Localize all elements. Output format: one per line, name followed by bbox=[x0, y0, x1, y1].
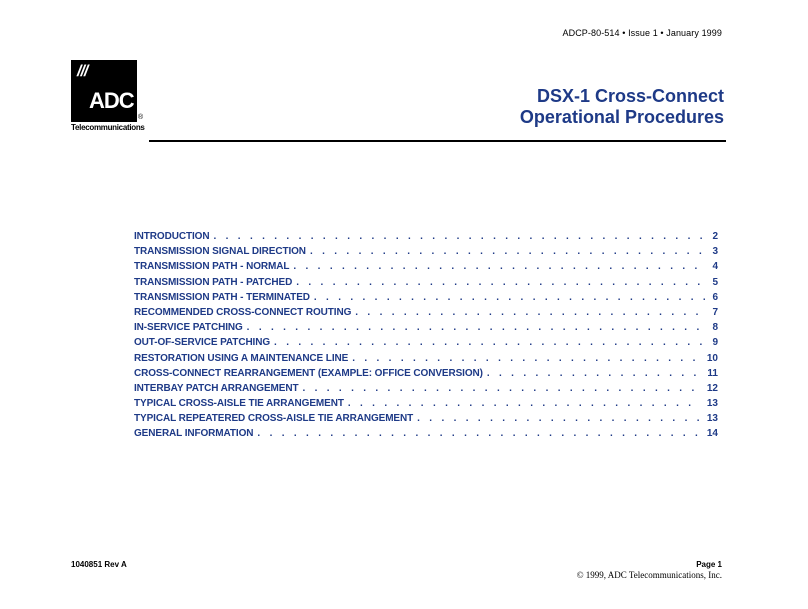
page-label: Page 1 bbox=[696, 560, 722, 569]
title-divider bbox=[149, 140, 726, 142]
toc-entry-page: 8 bbox=[712, 322, 718, 334]
toc-leader-dots bbox=[293, 259, 706, 274]
toc-leader-dots bbox=[302, 381, 700, 396]
toc-leader-dots bbox=[348, 396, 701, 411]
toc-entry-page: 9 bbox=[712, 337, 718, 349]
toc-entry[interactable] bbox=[134, 305, 718, 320]
toc-entry-label: OUT-OF-SERVICE PATCHING bbox=[134, 337, 271, 349]
toc-entry-label: INTERBAY PATCH ARRANGEMENT bbox=[134, 382, 299, 394]
toc-entry[interactable] bbox=[134, 320, 718, 335]
toc-entry-label: TYPICAL REPEATERED CROSS-AISLE TIE ARRANGEMENT bbox=[134, 413, 414, 425]
toc-leader-dots bbox=[247, 320, 707, 335]
toc-entry-page: 13 bbox=[706, 413, 718, 425]
toc-leader-dots bbox=[417, 411, 701, 426]
toc-leader-dots bbox=[487, 366, 702, 381]
toc-leader-dots bbox=[296, 275, 706, 290]
toc-entry-label: IN-SERVICE PATCHING bbox=[134, 322, 243, 334]
toc-entry[interactable] bbox=[134, 335, 718, 350]
toc-entry-page: 13 bbox=[706, 398, 718, 410]
toc-entry-page: 10 bbox=[706, 352, 718, 364]
toc-entry-page: 12 bbox=[706, 382, 718, 394]
toc-entry[interactable] bbox=[134, 290, 718, 305]
toc-entry-page: 4 bbox=[712, 261, 718, 273]
toc-entry-label: RESTORATION USING A MAINTENANCE LINE bbox=[134, 352, 349, 364]
document-title bbox=[520, 86, 724, 128]
toc-entry[interactable] bbox=[134, 426, 718, 441]
document-id: ADCP-80-514 • Issue 1 • January 1999 bbox=[562, 28, 722, 38]
toc-entry-label: GENERAL INFORMATION bbox=[134, 428, 254, 440]
toc-entry-label: RECOMMENDED CROSS-CONNECT ROUTING bbox=[134, 306, 352, 318]
toc-entry-page: 14 bbox=[706, 428, 718, 440]
part-number: 1040851 Rev A bbox=[71, 560, 127, 569]
toc-entry-page: 6 bbox=[712, 291, 718, 303]
toc-entry-page: 3 bbox=[712, 246, 718, 258]
toc-entry[interactable] bbox=[134, 244, 718, 259]
toc-leader-dots bbox=[257, 426, 700, 441]
title-line-1: DSX-1 Cross-Connect bbox=[536, 86, 724, 106]
toc-entry[interactable] bbox=[134, 381, 718, 396]
toc-entry[interactable] bbox=[134, 396, 718, 411]
table-of-contents bbox=[134, 229, 718, 442]
toc-entry-page: 7 bbox=[712, 306, 718, 318]
toc-leader-dots bbox=[274, 335, 706, 350]
toc-leader-dots bbox=[213, 229, 706, 244]
toc-entry[interactable] bbox=[134, 411, 718, 426]
registered-mark: ® bbox=[138, 114, 144, 121]
toc-leader-dots bbox=[355, 305, 706, 320]
toc-leader-dots bbox=[314, 290, 707, 305]
adc-logo bbox=[71, 60, 151, 140]
toc-leader-dots bbox=[352, 351, 701, 366]
title-line-2: Operational Procedures bbox=[519, 107, 724, 127]
logo-subtitle: Telecommunications bbox=[71, 123, 145, 132]
toc-entry[interactable] bbox=[134, 229, 718, 244]
logo-name: ADC bbox=[89, 88, 134, 113]
toc-entry-label: TRANSMISSION SIGNAL DIRECTION bbox=[134, 246, 306, 258]
toc-entry-page: 5 bbox=[712, 276, 718, 288]
toc-entry-label: TRANSMISSION PATH - TERMINATED bbox=[134, 291, 310, 303]
toc-entry[interactable] bbox=[134, 366, 718, 381]
logo-box bbox=[71, 60, 137, 122]
logo-slashes: /// bbox=[77, 63, 88, 80]
toc-entry-label: TRANSMISSION PATH - PATCHED bbox=[134, 276, 293, 288]
toc-entry-label: CROSS-CONNECT REARRANGEMENT (EXAMPLE: OFFICE CONVERSION) bbox=[134, 367, 483, 379]
toc-leader-dots bbox=[310, 244, 707, 259]
toc-entry-page: 11 bbox=[707, 367, 718, 379]
toc-entry-page: 2 bbox=[712, 231, 718, 242]
toc-entry-label: TYPICAL CROSS-AISLE TIE ARRANGEMENT bbox=[134, 398, 344, 410]
copyright-notice: © 1999, ADC Telecommunications, Inc. bbox=[576, 570, 722, 580]
toc-entry-label: INTRODUCTION bbox=[134, 231, 210, 242]
toc-entry[interactable] bbox=[134, 259, 718, 274]
toc-entry[interactable] bbox=[134, 275, 718, 290]
toc-entry[interactable] bbox=[134, 351, 718, 366]
toc-entry-label: TRANSMISSION PATH - NORMAL bbox=[134, 261, 290, 273]
